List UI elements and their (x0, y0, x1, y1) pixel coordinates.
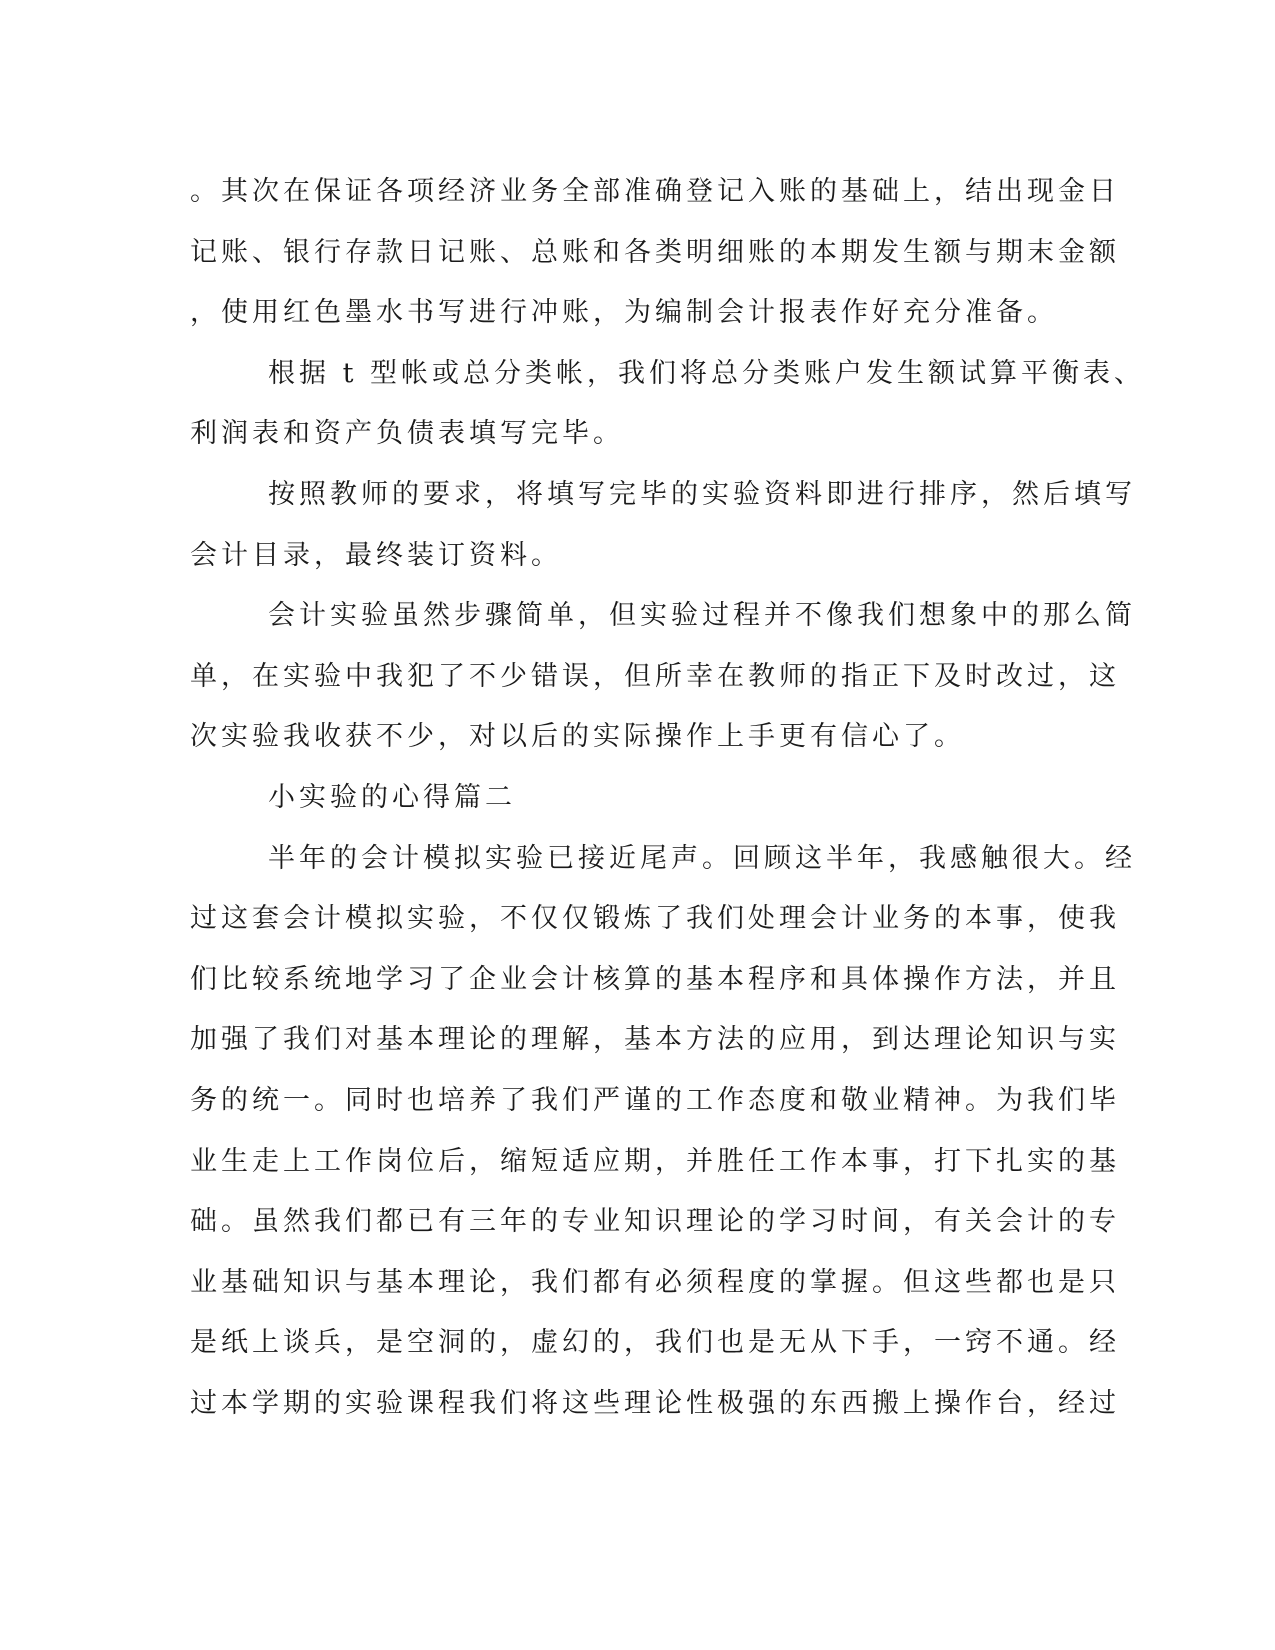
text-line: 加强了我们对基本理论的理解，基本方法的应用，到达理论知识与实 (190, 1024, 1120, 1056)
text-line: 业基础知识与基本理论，我们都有必须程度的掌握。但这些都也是只 (190, 1266, 1120, 1298)
text-line: 业生走上工作岗位后，缩短适应期，并胜任工作本事，打下扎实的基 (190, 1145, 1120, 1177)
paragraph-first-line: 会计实验虽然步骤简单，但实验过程并不像我们想象中的那么简 (268, 600, 1136, 632)
text-line: 务的统一。同时也培养了我们严谨的工作态度和敬业精神。为我们毕 (190, 1084, 1120, 1116)
text-line: 们比较系统地学习了企业会计核算的基本程序和具体操作方法，并且 (190, 963, 1120, 995)
paragraph-first-line: 半年的会计模拟实验已接近尾声。回顾这半年，我感触很大。经 (268, 842, 1136, 874)
text-line: 础。虽然我们都已有三年的专业知识理论的学习时间，有关会计的专 (190, 1206, 1120, 1238)
text-line: 会计目录，最终装订资料。 (190, 539, 562, 571)
text-line: 是纸上谈兵，是空洞的，虚幻的，我们也是无从下手，一窍不通。经 (190, 1327, 1120, 1359)
paragraph-first-line: 根据 t 型帐或总分类帐，我们将总分类账户发生额试算平衡表、 (268, 357, 1146, 389)
document-body (190, 162, 1146, 1434)
text-line: 记账、银行存款日记账、总账和各类明细账的本期发生额与期末金额 (190, 236, 1120, 268)
text-line: 利润表和资产负债表填写完毕。 (190, 418, 624, 450)
paragraph-first-line: 小实验的心得篇二 (268, 781, 516, 813)
text-line: ，使用红色墨水书写进行冲账，为编制会计报表作好充分准备。 (190, 297, 1058, 329)
text-line: 次实验我收获不少，对以后的实际操作上手更有信心了。 (190, 721, 965, 753)
text-line: 单，在实验中我犯了不少错误，但所幸在教师的指正下及时改过，这 (190, 660, 1120, 692)
text-line: 。其次在保证各项经济业务全部准确登记入账的基础上，结出现金日 (190, 176, 1120, 207)
text-line: 过这套会计模拟实验，不仅仅锻炼了我们处理会计业务的本事，使我 (190, 903, 1120, 935)
paragraph-first-line: 按照教师的要求，将填写完毕的实验资料即进行排序，然后填写 (268, 478, 1136, 510)
text-line: 过本学期的实验课程我们将这些理论性极强的东西搬上操作台，经过 (190, 1387, 1120, 1419)
